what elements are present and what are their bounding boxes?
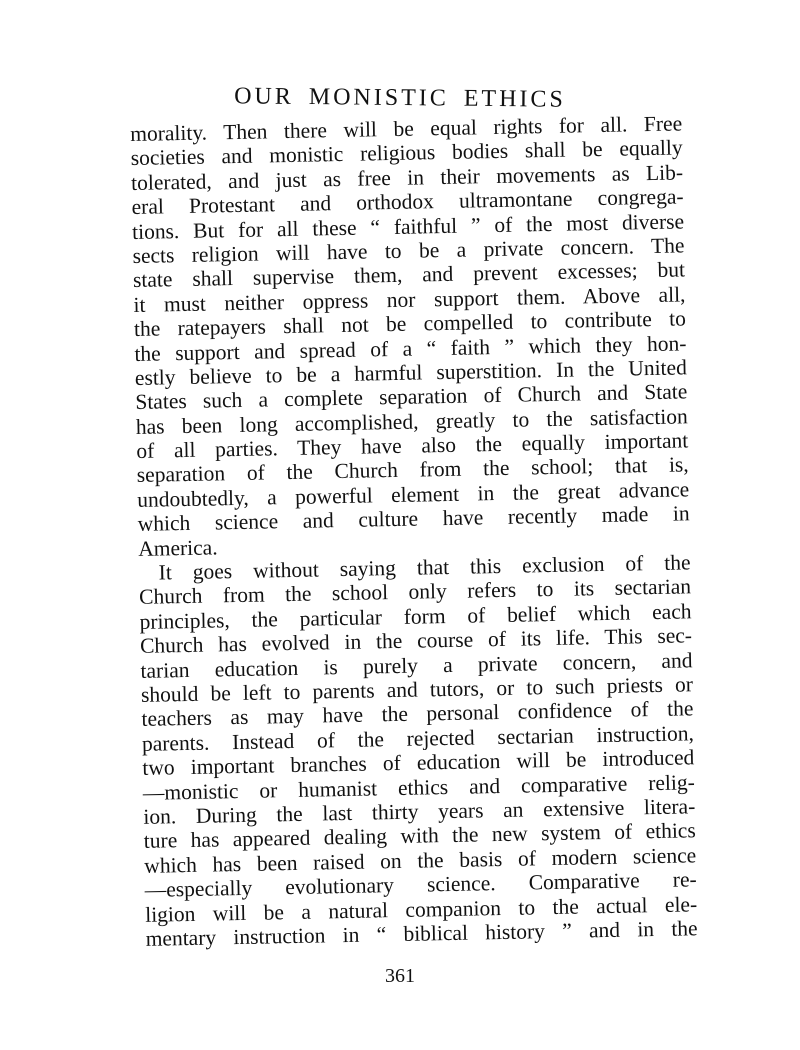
body-text: [130, 111, 698, 951]
text-line: —especially evolutionary science. Comparative re-: [144, 867, 697, 902]
paragraph-end-line: America.: [137, 535, 218, 561]
text-line: principles, the particular form of belief which each: [139, 599, 692, 634]
text-line: Church from the school only refers to its sectarian: [138, 574, 692, 610]
text-line: which science and culture have recently made in: [137, 501, 690, 537]
text-line: tarian education is purely a private concern, and: [140, 647, 693, 683]
text-line: mentary instruction in “ biblical history ” and in the: [145, 916, 698, 951]
text-line: societies and monistic religious bodies shall be equally: [130, 135, 683, 171]
text-line: States such a complete separation of Church and State: [135, 379, 688, 415]
text-line: state shall supervise them, and prevent excesses; but: [132, 257, 686, 293]
text-line: ion. During the last thirty years an extensive litera-: [143, 794, 696, 829]
text-line: two important branches of education will be introduced: [142, 745, 695, 781]
text-line: ligion will be a natural companion to the actual ele-: [144, 891, 698, 927]
text-line: undoubtedly, a powerful element in the great advance: [137, 477, 690, 512]
text-line: Church has evolved in the course of its life. This sec-: [139, 623, 693, 659]
running-title: OUR MONISTIC ETHICS: [234, 83, 566, 113]
text-line: the ratepayers shall not be compelled to contribute to: [133, 306, 687, 342]
text-line: tolerated, and just as free in their movements as Lib-: [130, 160, 684, 195]
text-line: sects religion will have to be a private concern. The: [132, 233, 685, 268]
text-line: separation of the Church from the school; that is,: [136, 452, 689, 488]
text-line: it must neither oppress nor support them. Above all,: [133, 282, 686, 317]
text-line: should be left to parents and tutors, or to such priests or: [140, 672, 694, 707]
text-line: which has been raised on the basis of modern science: [144, 842, 697, 878]
text-line: morality. Then there will be equal rights for all. Free: [130, 111, 683, 146]
text-line: —monistic or humanist ethics and comparative relig-: [142, 769, 696, 805]
page-number: 361: [385, 965, 415, 987]
text-line: parents. Instead of the rejected sectarian instruction,: [141, 721, 695, 756]
text-line: tions. But for all these “ faithful ” of the most diverse: [131, 208, 685, 244]
text-line: estly believe to be a harmful superstition. In the United: [134, 355, 688, 390]
text-line: teachers as may have the personal confidence of the: [141, 696, 694, 732]
text-line: has been long accomplished, greatly to the satisfaction: [135, 404, 688, 439]
text-line: eral Protestant and orthodox ultramontane congrega-: [131, 184, 684, 220]
text-line: ture has appeared dealing with the new system of ethics: [143, 818, 696, 854]
text-line: of all parties. They have also the equally important: [136, 428, 689, 464]
text-line: the support and spread of a “ faith ” which they hon-: [134, 330, 687, 366]
paragraph-start-line: It goes without saying that this exclusion of the: [158, 550, 691, 585]
